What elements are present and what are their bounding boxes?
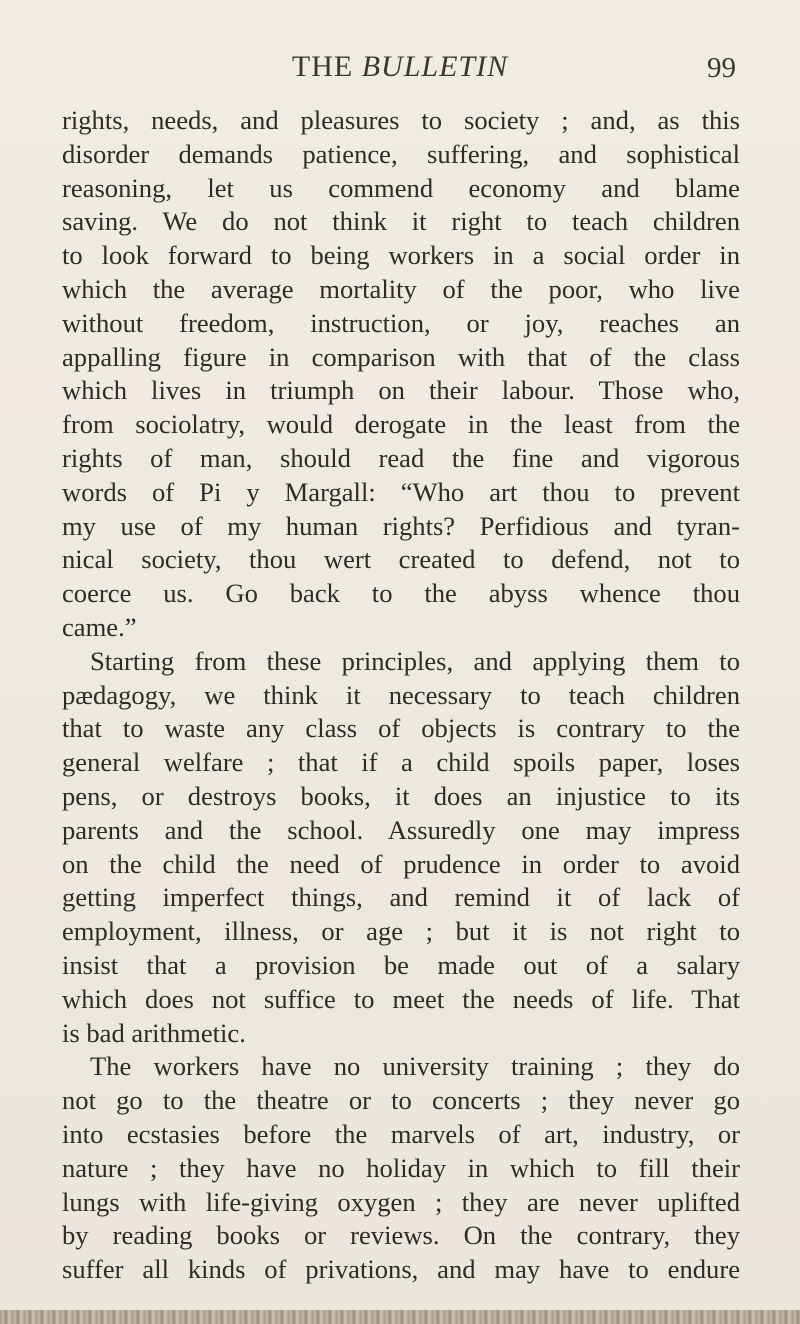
text-line: saving. We do not think it right to teach children xyxy=(62,206,740,237)
body-text xyxy=(62,104,740,1287)
text-line: insist that a provision be made out of a salary xyxy=(62,949,740,980)
text-line: words of Pi y Margall: “Who art thou to prevent xyxy=(62,476,740,507)
running-head xyxy=(64,50,736,90)
text-line: rights of man, should read the fine and vigorous xyxy=(62,442,740,473)
text-line: getting imperfect things, and remind it of lack of xyxy=(62,882,740,913)
text-line: pens, or destroys books, it does an injustice to its xyxy=(62,780,740,811)
text-line: to look forward to being workers in a social order in xyxy=(62,240,740,271)
title-roman: THE xyxy=(291,50,362,83)
running-head-title xyxy=(64,50,736,84)
text-line: The workers have no university training ; they do xyxy=(90,1051,740,1082)
text-line: suffer all kinds of privations, and may have to endure xyxy=(62,1254,740,1285)
text-line: general welfare ; that if a child spoils paper, loses xyxy=(62,747,740,778)
page-number: 99 xyxy=(707,52,736,84)
text-line: which does not suffice to meet the needs of life. That xyxy=(62,983,740,1014)
text-line: by reading books or reviews. On the contrary, they xyxy=(62,1220,740,1251)
text-line: disorder demands patience, suffering, and sophistical xyxy=(62,138,740,169)
text-line: rights, needs, and pleasures to society ; and, as this xyxy=(62,105,740,135)
text-line: parents and the school. Assuredly one may impress xyxy=(62,814,740,845)
text-line: without freedom, instruction, or joy, reaches an xyxy=(62,307,740,338)
text-line: nature ; they have no holiday in which to fill their xyxy=(62,1152,740,1183)
text-line: from sociolatry, would derogate in the least from the xyxy=(62,409,740,440)
page-bottom-edge xyxy=(0,1310,800,1324)
title-italic: BULLETIN xyxy=(361,50,509,83)
text-line: into ecstasies before the marvels of art, industry, or xyxy=(62,1118,740,1149)
text-line: employment, illness, or age ; but it is not right to xyxy=(62,916,740,947)
text-line: lungs with life-giving oxygen ; they are never uplifted xyxy=(62,1186,740,1217)
text-line: Starting from these principles, and applying them to xyxy=(90,645,740,676)
text-line: my use of my human rights? Perfidious and tyran- xyxy=(62,510,740,541)
text-line: which the average mortality of the poor, who live xyxy=(62,273,740,304)
text-line: reasoning, let us commend economy and blame xyxy=(62,172,740,203)
text-line: came.” xyxy=(62,611,137,642)
text-line: not go to the theatre or to concerts ; they never go xyxy=(62,1085,740,1116)
text-line: is bad arithmetic. xyxy=(62,1017,246,1048)
text-line: pædagogy, we think it necessary to teach children xyxy=(62,679,740,710)
text-line: which lives in triumph on their labour. Those who, xyxy=(62,375,740,406)
text-line: that to waste any class of objects is contrary to the xyxy=(62,713,740,744)
text-line: appalling figure in comparison with that of the class xyxy=(62,341,740,372)
text-line: coerce us. Go back to the abyss whence thou xyxy=(62,578,740,609)
text-line: on the child the need of prudence in order to avoid xyxy=(62,848,740,879)
text-line: nical society, thou wert created to defend, not to xyxy=(62,544,740,575)
